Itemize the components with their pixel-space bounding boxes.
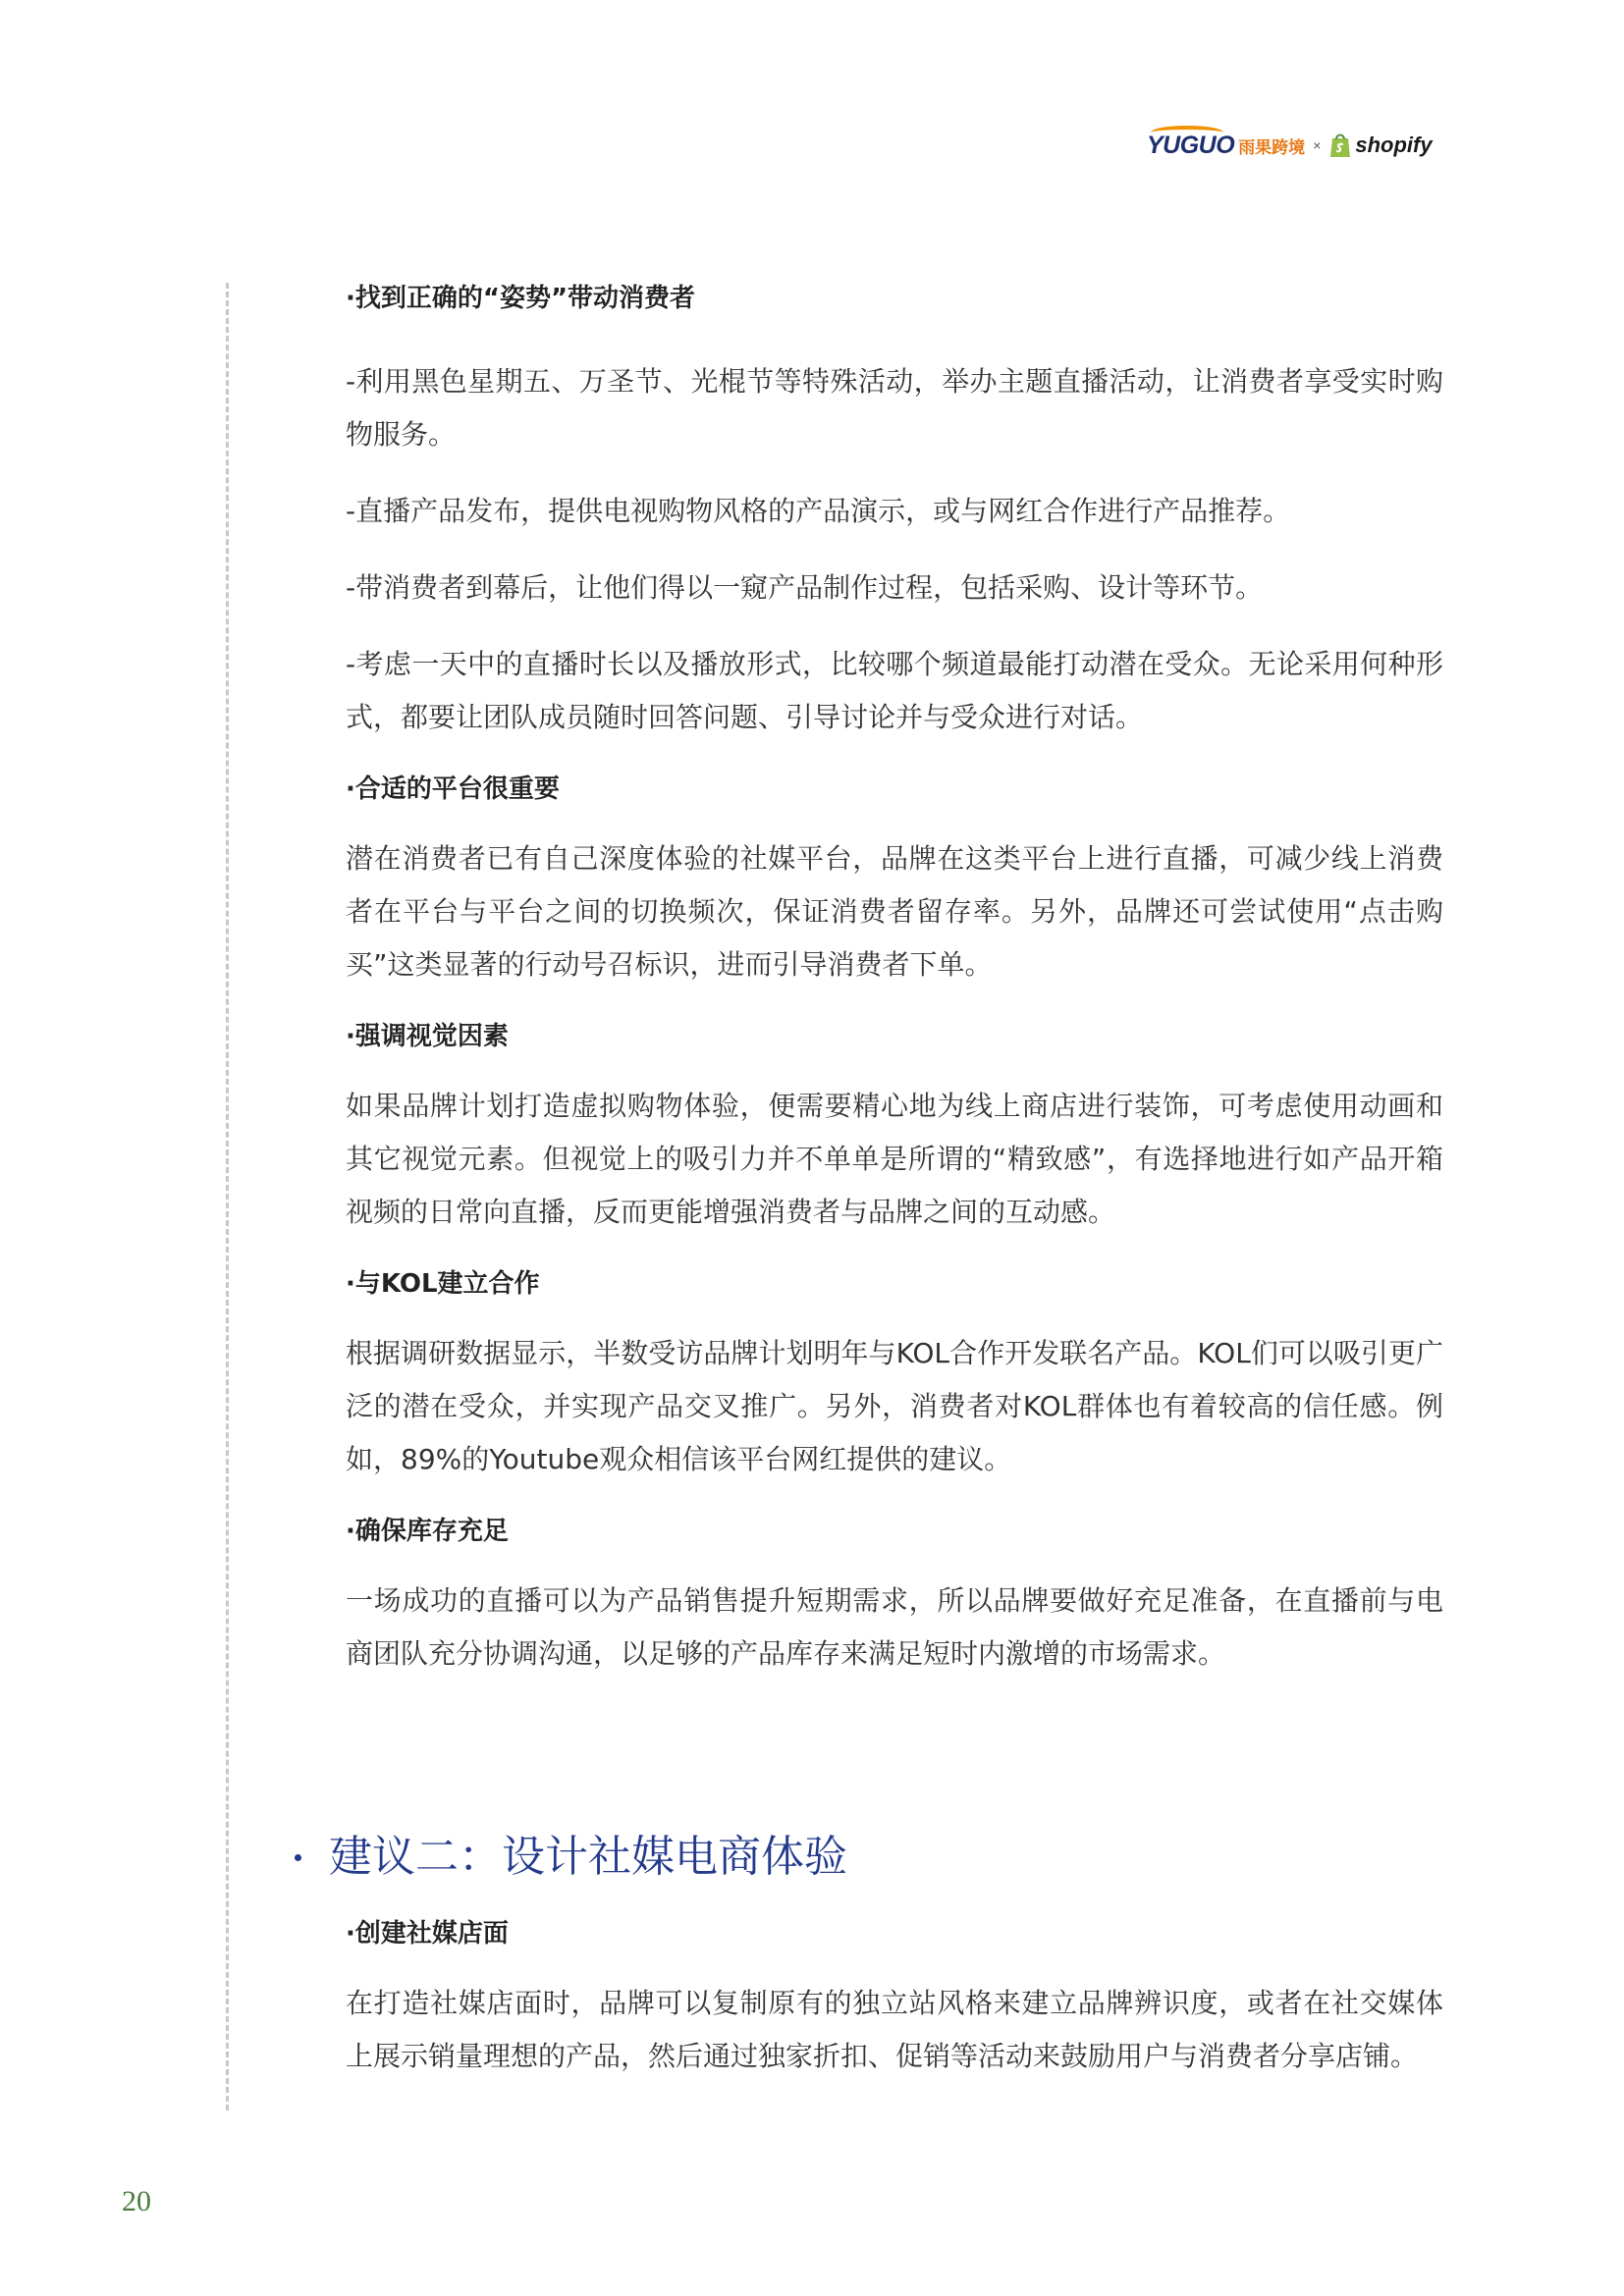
paragraph-visual: 如果品牌计划打造虚拟购物体验，便需要精心地为线上商店进行装饰，可考虑使用动画和其它视觉元素。但视觉上的吸引力并不单单是所谓的“精致感”，有选择地进行如产品开箱视频的日常向直播，反而更能增强消费者与品牌之间的互动感。: [346, 1090, 1443, 1228]
paragraph-duration-format: -考虑一天中的直播时长以及播放形式，比较哪个频道最能打动潜在受众。无论采用何种形式，都要让团队成员随时回答问题、引导讨论并与受众进行对话。: [346, 648, 1443, 733]
shopify-wordmark: shopify: [1355, 133, 1433, 157]
main-content: [346, 275, 1443, 1681]
paragraph-platform: 潜在消费者已有自己深度体验的社媒平台，品牌在这类平台上进行直播，可减少线上消费者在平台与平台之间的切换频次，保证消费者留存率。另外，品牌还可尝试使用“点击购买”这类显著的行动号召标识，进而引导消费者下单。: [346, 842, 1443, 981]
shopify-logo: [1328, 132, 1432, 159]
yuguo-wordmark: YUGUO: [1147, 131, 1235, 159]
subheading-visual: ·强调视觉因素: [346, 1022, 509, 1051]
subheading-social-storefront: ·创建社媒店面: [346, 1919, 509, 1949]
section-two-content: [346, 1914, 1443, 2083]
page-number: 20: [122, 2185, 151, 2217]
paragraph-inventory: 一场成功的直播可以为产品销售提升短期需求，所以品牌要做好充足准备，在直播前与电商团队充分协调沟通，以足够的产品库存来满足短时内激增的市场需求。: [346, 1584, 1443, 1670]
yuguo-logo: [1147, 132, 1305, 160]
section-title-text: 建议二：设计社媒电商体验: [329, 1832, 847, 1882]
subheading-inventory: ·确保库存充足: [346, 1517, 509, 1546]
collab-cross: ×: [1313, 137, 1322, 153]
shopify-bag-icon: [1328, 132, 1352, 159]
yuguo-arc-icon: [1151, 126, 1223, 139]
paragraph-social-storefront: 在打造社媒店面时，品牌可以复制原有的独立站风格来建立品牌辨识度，或者在社交媒体上展示销量理想的产品，然后通过独家折扣、促销等活动来鼓励用户与消费者分享店铺。: [346, 1987, 1443, 2072]
subheading-posture: ·找到正确的“姿势”带动消费者: [346, 284, 696, 313]
paragraph-product-launch: -直播产品发布，提供电视购物风格的产品演示，或与网红合作进行产品推荐。: [346, 495, 1291, 527]
paragraph-special-events: -利用黑色星期五、万圣节、光棍节等特殊活动，举办主题直播活动，让消费者享受实时购物服务。: [346, 365, 1443, 451]
section-bullet-icon: [295, 1854, 301, 1861]
left-dashed-divider: [226, 283, 229, 2110]
paragraph-kol: 根据调研数据显示，半数受访品牌计划明年与KOL合作开发联名产品。KOL们可以吸引更广泛的潜在受众，并实现产品交叉推广。另外，消费者对KOL群体也有着较高的信任感。例如，89%的Youtube观众相信该平台网红提供的建议。: [346, 1337, 1443, 1475]
header-logos: [1147, 126, 1441, 165]
section-title-suggestion-two: [295, 1828, 847, 1887]
subheading-kol: ·与KOL建立合作: [346, 1269, 540, 1299]
subheading-platform: ·合适的平台很重要: [346, 774, 560, 804]
paragraph-behind-scenes: -带消费者到幕后，让他们得以一窥产品制作过程，包括采购、设计等环节。: [346, 571, 1264, 604]
yuguo-chinese-name: 雨果跨境: [1238, 137, 1306, 158]
